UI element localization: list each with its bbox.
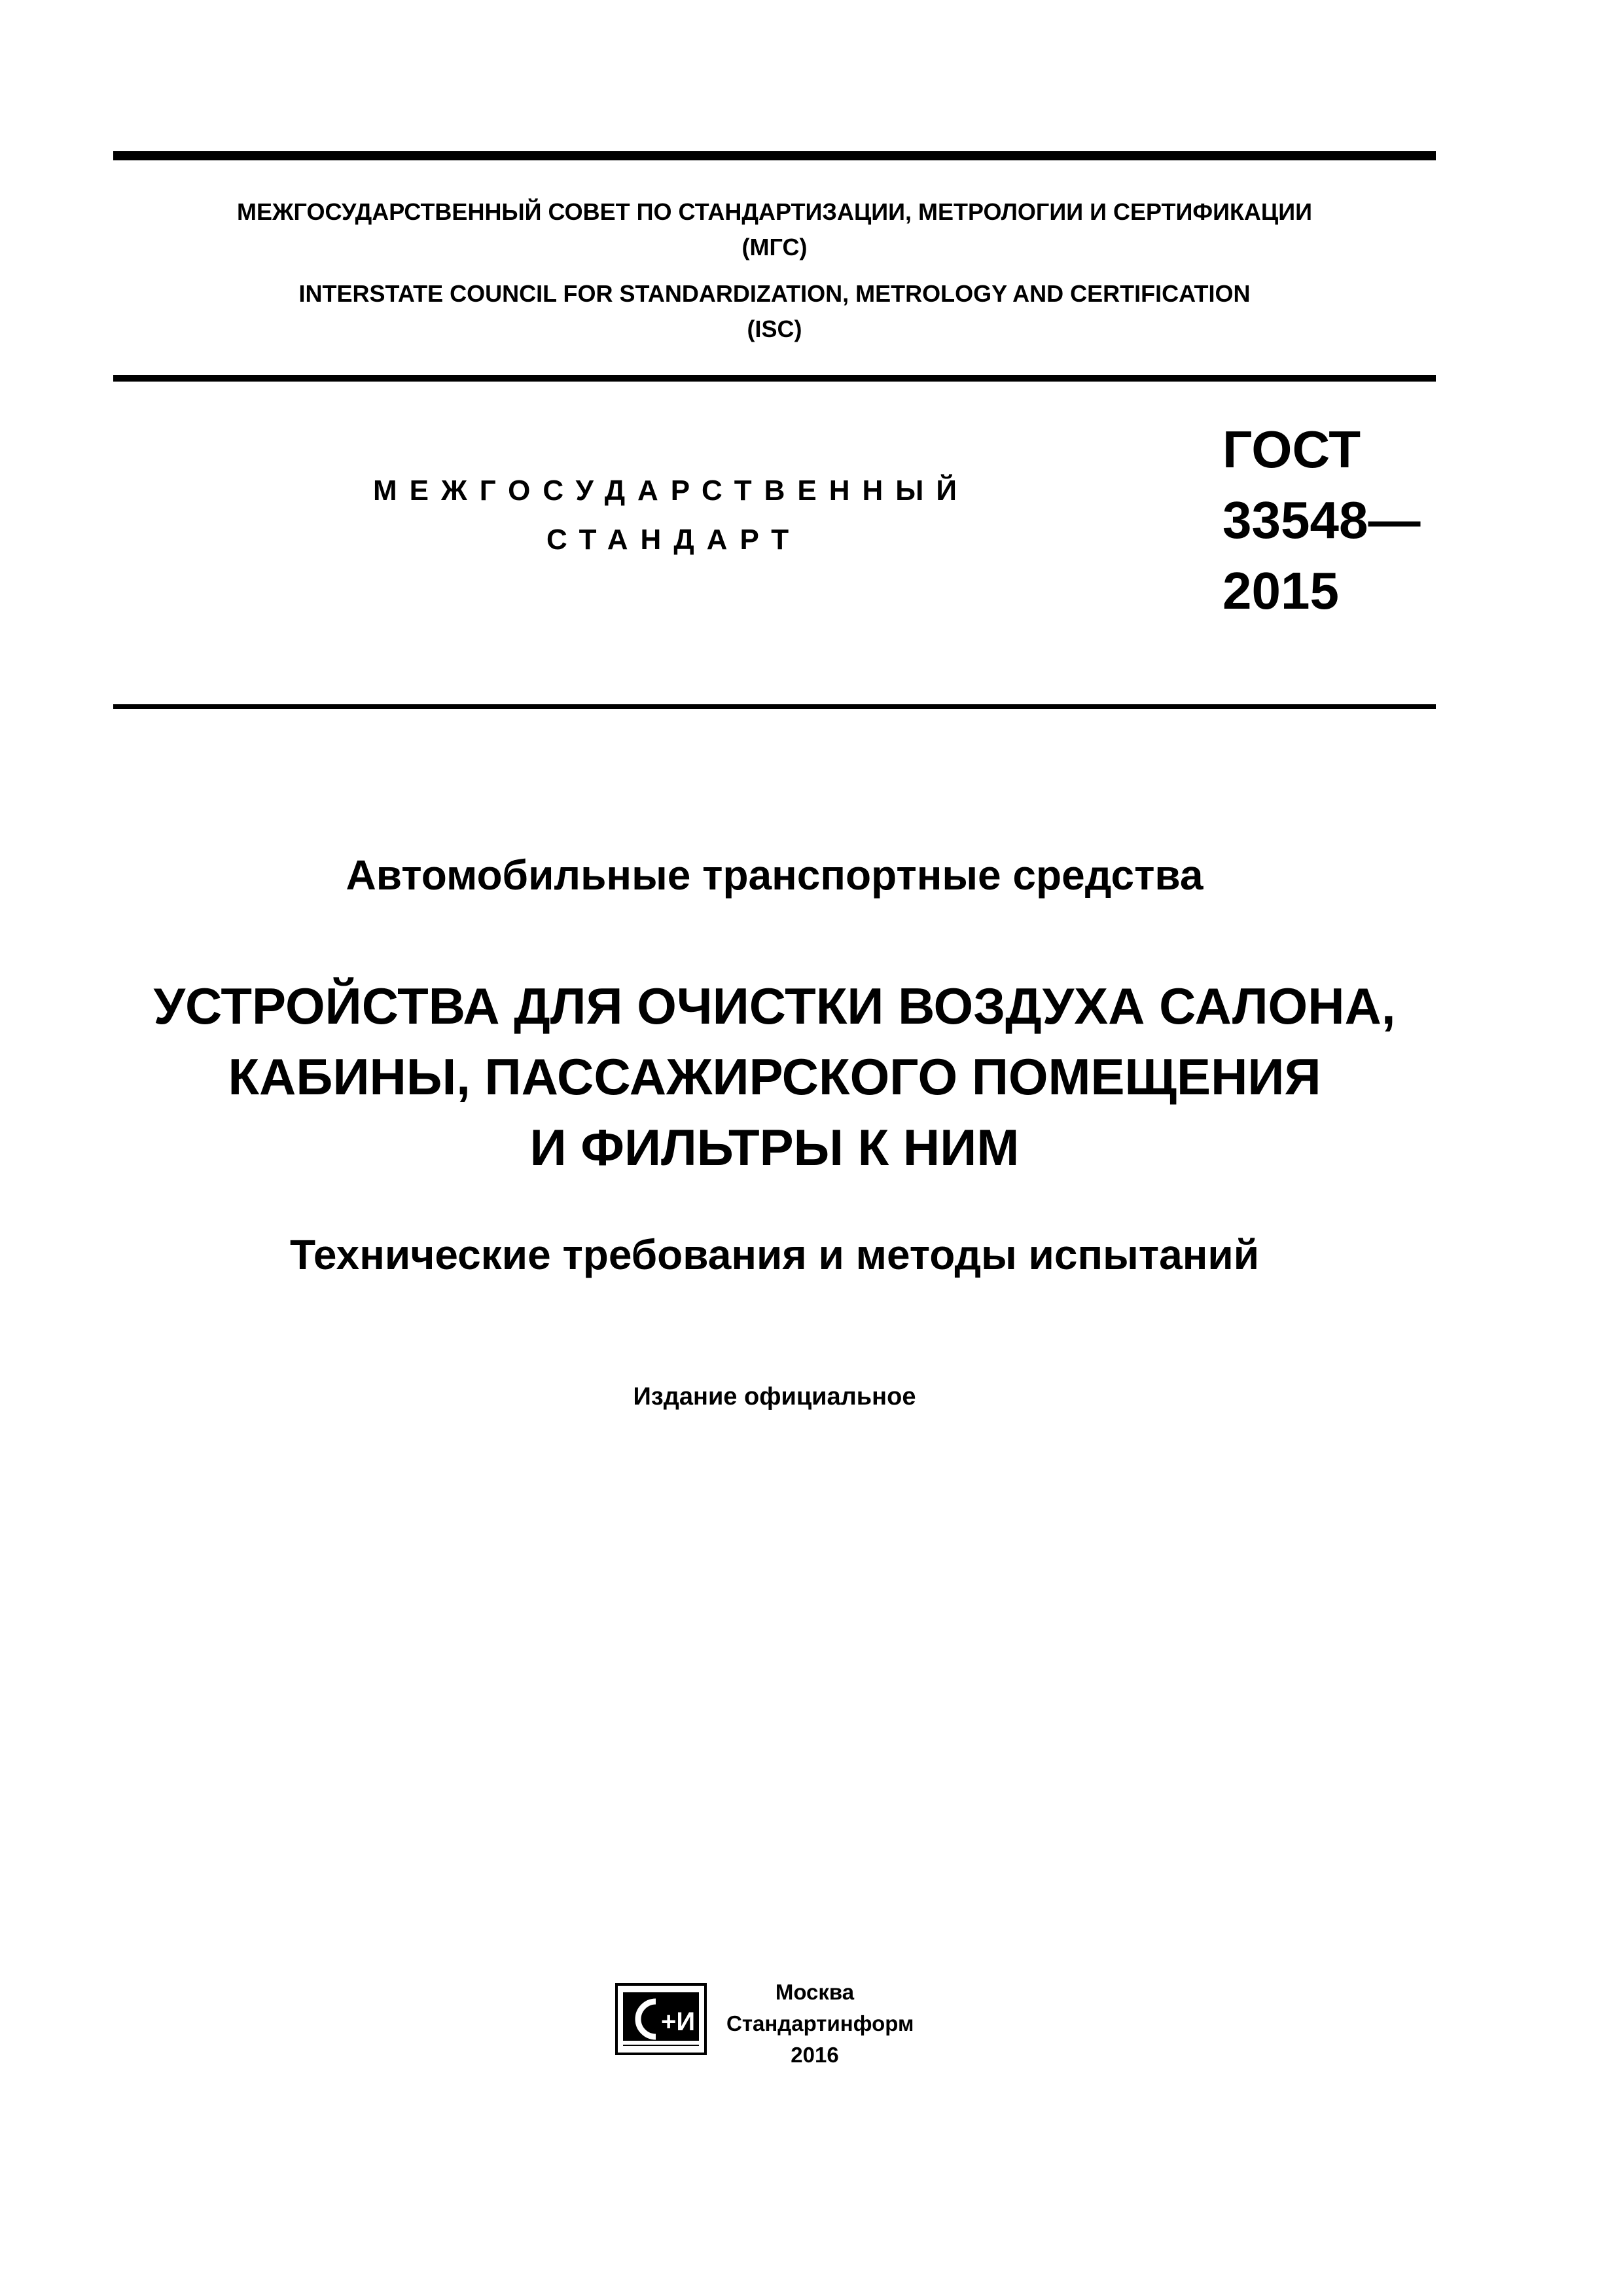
gost-designation xyxy=(1222,414,1420,626)
title-line3: И ФИЛЬТРЫ К НИМ xyxy=(529,1119,1020,1176)
top-rule xyxy=(113,151,1436,160)
council-abbr-ru: (МГС) xyxy=(741,234,808,260)
gost-line1: ГОСТ xyxy=(1222,420,1361,478)
council-name-en: INTERSTATE COUNCIL FOR STANDARDIZATION, METROLOGY AND CERTIFICATION xyxy=(298,280,1251,307)
document-title xyxy=(113,971,1436,1183)
gost-line3: 2015 xyxy=(1222,562,1339,620)
publisher-year: 2016 xyxy=(791,2043,839,2067)
standard-label-line2: СТАНДАРТ xyxy=(546,524,802,556)
standard-bottom-rule xyxy=(113,704,1436,709)
publisher-name: Стандартинформ xyxy=(726,2011,914,2036)
edition-note: Издание официальное xyxy=(633,1383,916,1410)
gost-line2: 33548— xyxy=(1222,491,1421,549)
svg-text:+И: +И xyxy=(661,2007,696,2036)
council-name-ru: МЕЖГОСУДАРСТВЕННЫЙ СОВЕТ ПО СТАНДАРТИЗАЦИИ, МЕТРОЛОГИИ И СЕРТИФИКАЦИИ xyxy=(237,198,1312,225)
council-abbr-en: (ISC) xyxy=(747,315,802,342)
document-subtitle: Автомобильные транспортные средства xyxy=(346,852,1204,899)
title-line2: КАБИНЫ, ПАССАЖИРСКОГО ПОМЕЩЕНИЯ xyxy=(228,1048,1321,1105)
publisher-city: Москва xyxy=(775,1980,855,2004)
document-subtitle-secondary: Технические требования и методы испытаний xyxy=(289,1231,1260,1278)
standartinform-logo-icon xyxy=(615,1983,707,2055)
header-bottom-rule xyxy=(113,375,1436,382)
publisher-info xyxy=(726,1977,914,2071)
title-line1: УСТРОЙСТВА ДЛЯ ОЧИСТКИ ВОЗДУХА САЛОНА, xyxy=(153,977,1396,1035)
standard-label-line1: МЕЖГОСУДАРСТВЕННЫЙ xyxy=(373,475,969,507)
